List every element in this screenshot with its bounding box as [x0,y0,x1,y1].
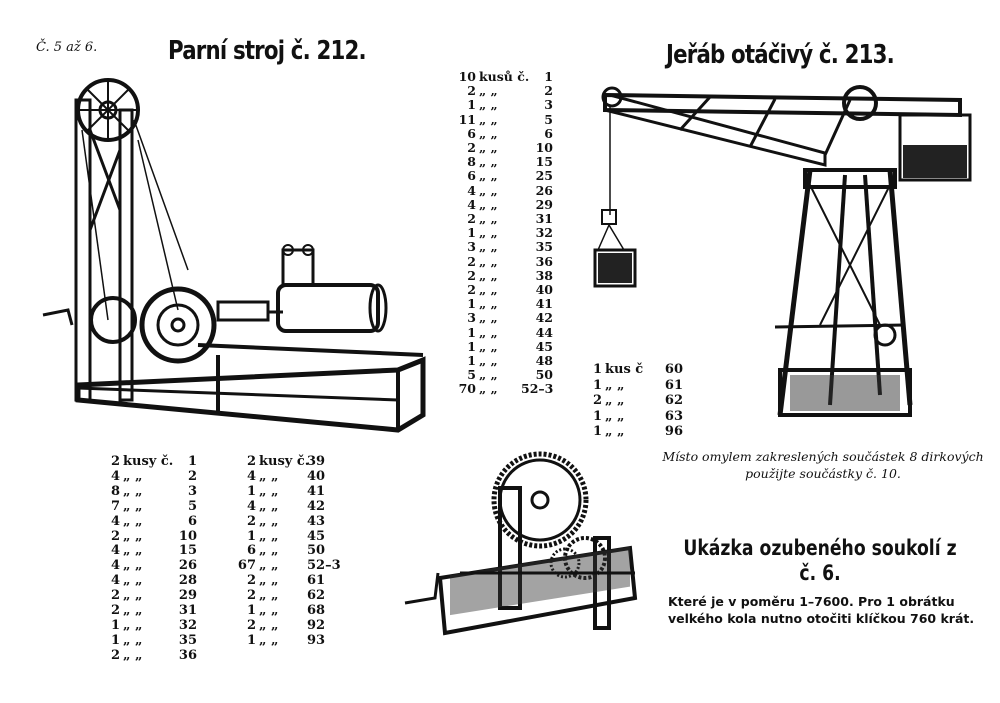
title-rotating-crane: Jeřáb otáčivý č. 213. [666,40,894,70]
part-unit: „ „ [123,558,143,574]
parts-row [450,283,553,297]
part-number: 60 [664,362,683,377]
parts-row [572,378,683,394]
correction-note: Místo omylem zakreslených součástek 8 dirkových použijte součástky č. 10. [662,449,984,481]
part-number: 31 [535,211,553,227]
part-quantity: 1 [467,353,476,369]
part-number: 1 [187,454,197,469]
part-unit: „ „ [123,528,143,544]
part-quantity: 10 [458,69,476,84]
part-number: 63 [664,408,683,424]
part-unit: „ „ [479,239,498,255]
parts-row [218,530,357,545]
part-number: 93 [307,632,326,648]
gear-demo-title [650,536,990,586]
part-quantity: 70 [458,381,476,397]
part-unit: „ „ [479,324,498,340]
part-quantity: 1 [592,362,602,377]
part-quantity: 1 [592,424,602,440]
part-number: 3 [187,483,197,499]
parts-row [82,500,197,515]
part-unit: „ „ [605,424,625,440]
parts-row [450,354,553,368]
part-unit: „ „ [123,588,143,604]
part-quantity: 2 [467,83,476,99]
gear-demo-title-text: Ukázka ozubeného soukolí z č. 6. [683,536,957,585]
part-number: 42 [535,310,553,326]
part-unit: „ „ [479,83,498,99]
part-quantity: 2 [246,573,256,589]
part-quantity: 2 [246,588,256,604]
title-steam-engine: Parní stroj č. 212. [168,36,366,66]
part-quantity: 2 [467,267,476,283]
part-number: 50 [307,543,326,559]
part-number: 38 [535,267,553,283]
part-unit: „ „ [479,111,498,127]
parts-list-crane-col1 [82,455,197,664]
part-number: 2 [544,83,553,99]
part-unit: kusů č. [479,69,530,84]
part-quantity: 2 [246,617,256,633]
part-number: 6 [187,513,197,529]
part-quantity: 4 [246,498,256,514]
part-unit: „ „ [479,168,498,184]
part-unit: „ „ [259,617,279,633]
parts-row [82,589,197,604]
gear-train-illustration [400,448,640,663]
page-reference: Č. 5 až 6. [36,40,98,55]
part-number: 32 [178,617,197,633]
part-number: 41 [307,483,326,499]
parts-row [218,619,357,634]
part-quantity: 4 [110,573,120,589]
part-quantity: 6 [246,543,256,559]
parts-row [450,297,553,311]
part-number: 40 [307,468,326,484]
part-unit: „ „ [479,282,498,298]
part-quantity: 4 [110,543,120,559]
parts-row [450,368,553,382]
parts-row [82,574,197,589]
parts-row [218,455,357,470]
part-quantity: 11 [458,111,476,127]
part-number: 1 [544,69,553,84]
part-quantity: 1 [110,632,120,648]
part-quantity: 1 [246,528,256,544]
part-quantity: 3 [467,310,476,326]
part-quantity: 8 [110,483,120,499]
parts-row [218,634,357,649]
part-unit: „ „ [259,573,279,589]
parts-row [450,113,553,127]
part-unit: „ „ [259,498,279,514]
parts-row [450,155,553,169]
part-number: 25 [535,168,553,184]
parts-row [450,382,553,396]
parts-row [450,84,553,98]
part-quantity: 67 [237,558,256,574]
part-quantity: 1 [592,408,602,424]
parts-row [450,141,553,155]
part-unit: „ „ [479,381,498,397]
part-number: 39 [307,454,326,469]
part-number: 41 [535,296,553,312]
part-number: 52–3 [521,381,554,397]
parts-row [450,255,553,269]
part-quantity: 6 [467,168,476,184]
part-number: 96 [664,424,683,440]
parts-row [218,544,357,559]
parts-row [450,269,553,283]
part-quantity: 4 [467,196,476,212]
parts-row [82,559,197,574]
part-unit: „ „ [259,603,279,619]
parts-row [572,393,683,409]
part-unit: „ „ [479,338,498,354]
part-quantity: 2 [110,528,120,544]
part-quantity: 1 [467,225,476,241]
part-number: 35 [535,239,553,255]
part-unit: kus č [605,362,644,377]
part-unit: „ „ [259,483,279,499]
parts-row [218,604,357,619]
parts-row [450,98,553,112]
part-unit: „ „ [479,97,498,113]
part-number: 68 [307,603,326,619]
part-number: 15 [535,154,553,170]
part-unit: „ „ [479,125,498,141]
part-number: 29 [178,588,197,604]
part-unit: „ „ [479,367,498,383]
part-quantity: 2 [246,513,256,529]
parts-row [450,326,553,340]
parts-row [218,470,357,485]
part-unit: kusy č. [123,454,174,469]
part-unit: „ „ [479,182,498,198]
part-unit: „ „ [123,543,143,559]
part-unit: „ „ [479,154,498,170]
part-number: 61 [664,377,683,393]
parts-row [450,226,553,240]
part-quantity: 1 [246,483,256,499]
part-quantity: 3 [467,239,476,255]
part-quantity: 6 [467,125,476,141]
part-number: 45 [307,528,326,544]
part-number: 32 [535,225,553,241]
part-number: 36 [535,253,553,269]
part-number: 42 [307,498,326,514]
part-quantity: 2 [246,454,256,469]
part-unit: „ „ [123,573,143,589]
part-unit: „ „ [123,603,143,619]
parts-row [82,485,197,500]
part-number: 5 [187,498,197,514]
part-quantity: 5 [467,367,476,383]
parts-row [572,424,683,440]
part-number: 31 [178,603,197,619]
part-unit: „ „ [259,528,279,544]
part-number: 10 [178,528,197,544]
part-quantity: 2 [110,454,120,469]
part-quantity: 7 [110,498,120,514]
part-number: 43 [307,513,326,529]
part-unit: „ „ [259,513,279,529]
part-unit: „ „ [259,468,279,484]
part-number: 15 [178,543,197,559]
parts-row [450,198,553,212]
parts-row [82,530,197,545]
parts-row [82,515,197,530]
parts-row [218,515,357,530]
part-number: 44 [535,324,553,340]
part-quantity: 2 [592,393,602,409]
part-quantity: 2 [467,282,476,298]
part-unit: „ „ [479,225,498,241]
parts-row [82,470,197,485]
part-number: 28 [178,573,197,589]
part-number: 2 [187,468,197,484]
parts-row [218,500,357,515]
parts-row [450,240,553,254]
part-quantity: 2 [467,211,476,227]
parts-row [82,634,197,649]
part-quantity: 2 [467,253,476,269]
parts-row [450,127,553,141]
part-unit: „ „ [123,498,143,514]
part-unit: „ „ [479,253,498,269]
part-unit: „ „ [123,632,143,648]
part-number: 26 [178,558,197,574]
part-quantity: 1 [246,632,256,648]
parts-row [572,362,683,378]
part-unit: „ „ [123,647,143,663]
part-number: 52–3 [307,558,341,574]
part-unit: „ „ [479,267,498,283]
part-quantity: 2 [110,603,120,619]
parts-row [218,574,357,589]
part-number: 62 [307,588,326,604]
part-quantity: 1 [110,617,120,633]
part-unit: kusy č. [259,454,310,469]
part-quantity: 4 [467,182,476,198]
part-number: 29 [535,196,553,212]
part-unit: „ „ [123,513,143,529]
part-number: 61 [307,573,326,589]
part-number: 45 [535,338,553,354]
parts-row [218,589,357,604]
parts-row [82,544,197,559]
parts-row [218,485,357,500]
part-unit: „ „ [259,558,279,574]
part-unit: „ „ [479,140,498,156]
parts-row [450,169,553,183]
part-unit: „ „ [479,296,498,312]
part-quantity: 1 [467,97,476,113]
part-unit: „ „ [123,468,143,484]
part-number: 48 [535,353,553,369]
part-number: 35 [178,632,197,648]
parts-row [218,559,357,574]
part-number: 62 [664,393,683,409]
part-number: 3 [544,97,553,113]
steam-engine-illustration [38,70,438,440]
part-number: 50 [535,367,553,383]
parts-row [450,311,553,325]
parts-row [82,604,197,619]
part-quantity: 4 [110,513,120,529]
part-quantity: 1 [246,603,256,619]
part-unit: „ „ [605,393,625,409]
part-number: 40 [535,282,553,298]
parts-row [82,455,197,470]
part-number: 36 [178,647,197,663]
parts-row [450,70,553,84]
part-unit: „ „ [605,408,625,424]
gear-demo-text: Které je v poměru 1–7600. Pro 1 obrátku velkého kola nutno otočiti klíčkou 760 krát. [668,594,975,626]
part-unit: „ „ [605,377,625,393]
part-unit: „ „ [479,196,498,212]
part-unit: „ „ [259,632,279,648]
part-quantity: 2 [110,588,120,604]
part-number: 26 [535,182,553,198]
parts-list-crane-extra [572,362,683,440]
part-unit: „ „ [479,211,498,227]
part-quantity: 1 [467,324,476,340]
part-quantity: 4 [246,468,256,484]
part-quantity: 2 [110,647,120,663]
part-number: 92 [307,617,326,633]
part-unit: „ „ [479,310,498,326]
part-unit: „ „ [123,617,143,633]
parts-row [82,619,197,634]
parts-row [450,340,553,354]
part-quantity: 2 [467,140,476,156]
part-quantity: 1 [467,296,476,312]
part-quantity: 4 [110,558,120,574]
part-unit: „ „ [123,483,143,499]
part-unit: „ „ [259,543,279,559]
parts-list-steam-engine [450,70,553,397]
part-number: 6 [544,125,553,141]
parts-row [572,409,683,425]
parts-row [82,649,197,664]
part-quantity: 1 [592,377,602,393]
part-quantity: 8 [467,154,476,170]
parts-list-crane-col2 [218,455,357,649]
part-quantity: 4 [110,468,120,484]
parts-row [450,184,553,198]
part-number: 10 [535,140,553,156]
part-quantity: 1 [467,338,476,354]
part-unit: „ „ [479,353,498,369]
parts-row [450,212,553,226]
part-unit: „ „ [259,588,279,604]
part-number: 5 [544,111,553,127]
